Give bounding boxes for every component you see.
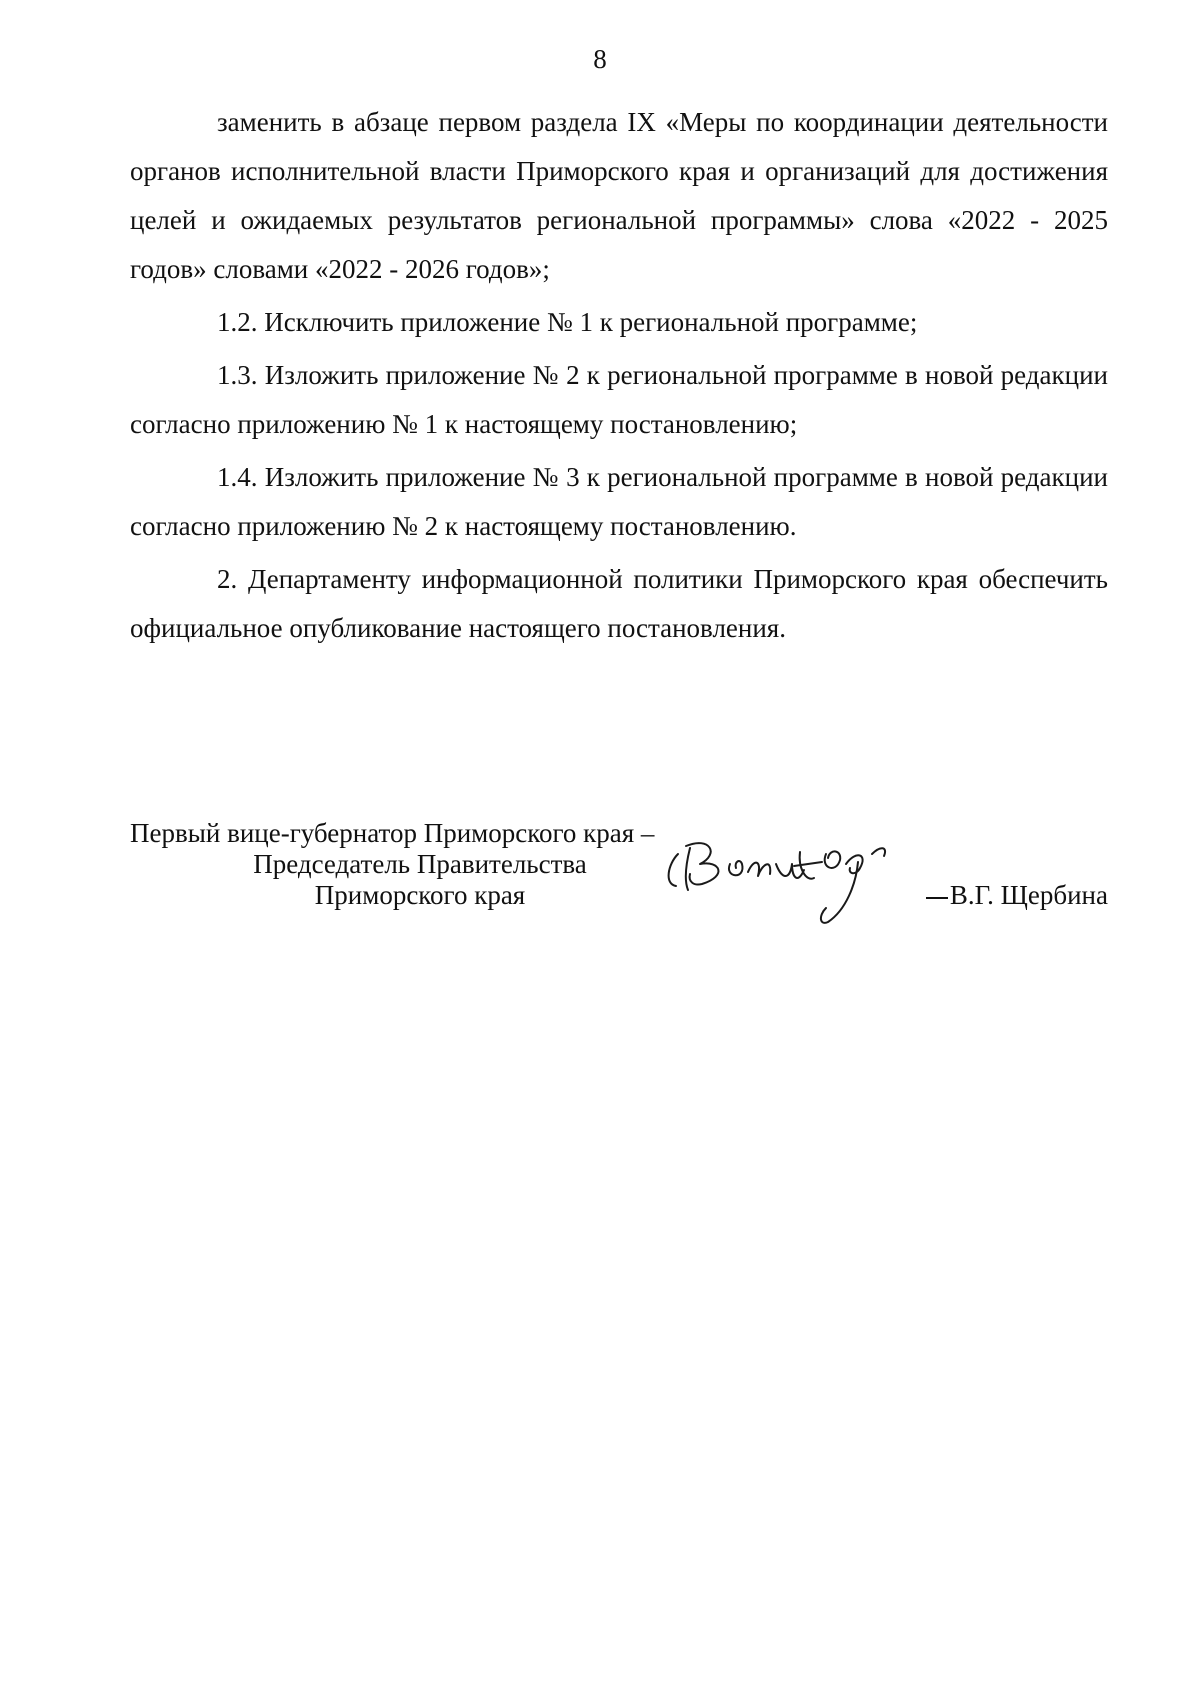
signer-name: В.Г. Щербина [949,880,1108,910]
position-line-3: Приморского края [314,880,526,910]
paragraph-amendment-section-ix: заменить в абзаце первом раздела IX «Меры по координации деятельности органов исполнительной власти Приморского края и организаций для достижения целей и ожидаемых результатов региональной программы» слова «2022 - 2025 годов» словами «2022 - 2026 годов»; [130,107,1108,284]
document-body [130,98,1108,657]
signer-name-wrapper [926,880,1108,911]
signature-block [0,818,1200,938]
paragraph-1-3: 1.3. Изложить приложение № 2 к региональной программе в новой редакции согласно приложению № 1 к настоящему постановлению; [130,360,1108,439]
position-line-2: Председатель Правительства [253,849,587,879]
paragraph-2: 2. Департаменту информационной политики Приморского края обеспечить официальное опубликование настоящего постановления. [130,564,1108,643]
position-line-1: Первый вице-губернатор Приморского края – [130,818,655,848]
page-number: 8 [593,44,607,74]
dash-mark [926,897,948,899]
paragraph-1-2: 1.2. Исключить приложение № 1 к региональной программе; [217,307,918,337]
signatory-position [130,818,710,911]
paragraph-1-4: 1.4. Изложить приложение № 3 к региональной программе в новой редакции согласно приложению № 2 к настоящему постановлению. [130,462,1108,541]
handwritten-signature [650,824,920,934]
